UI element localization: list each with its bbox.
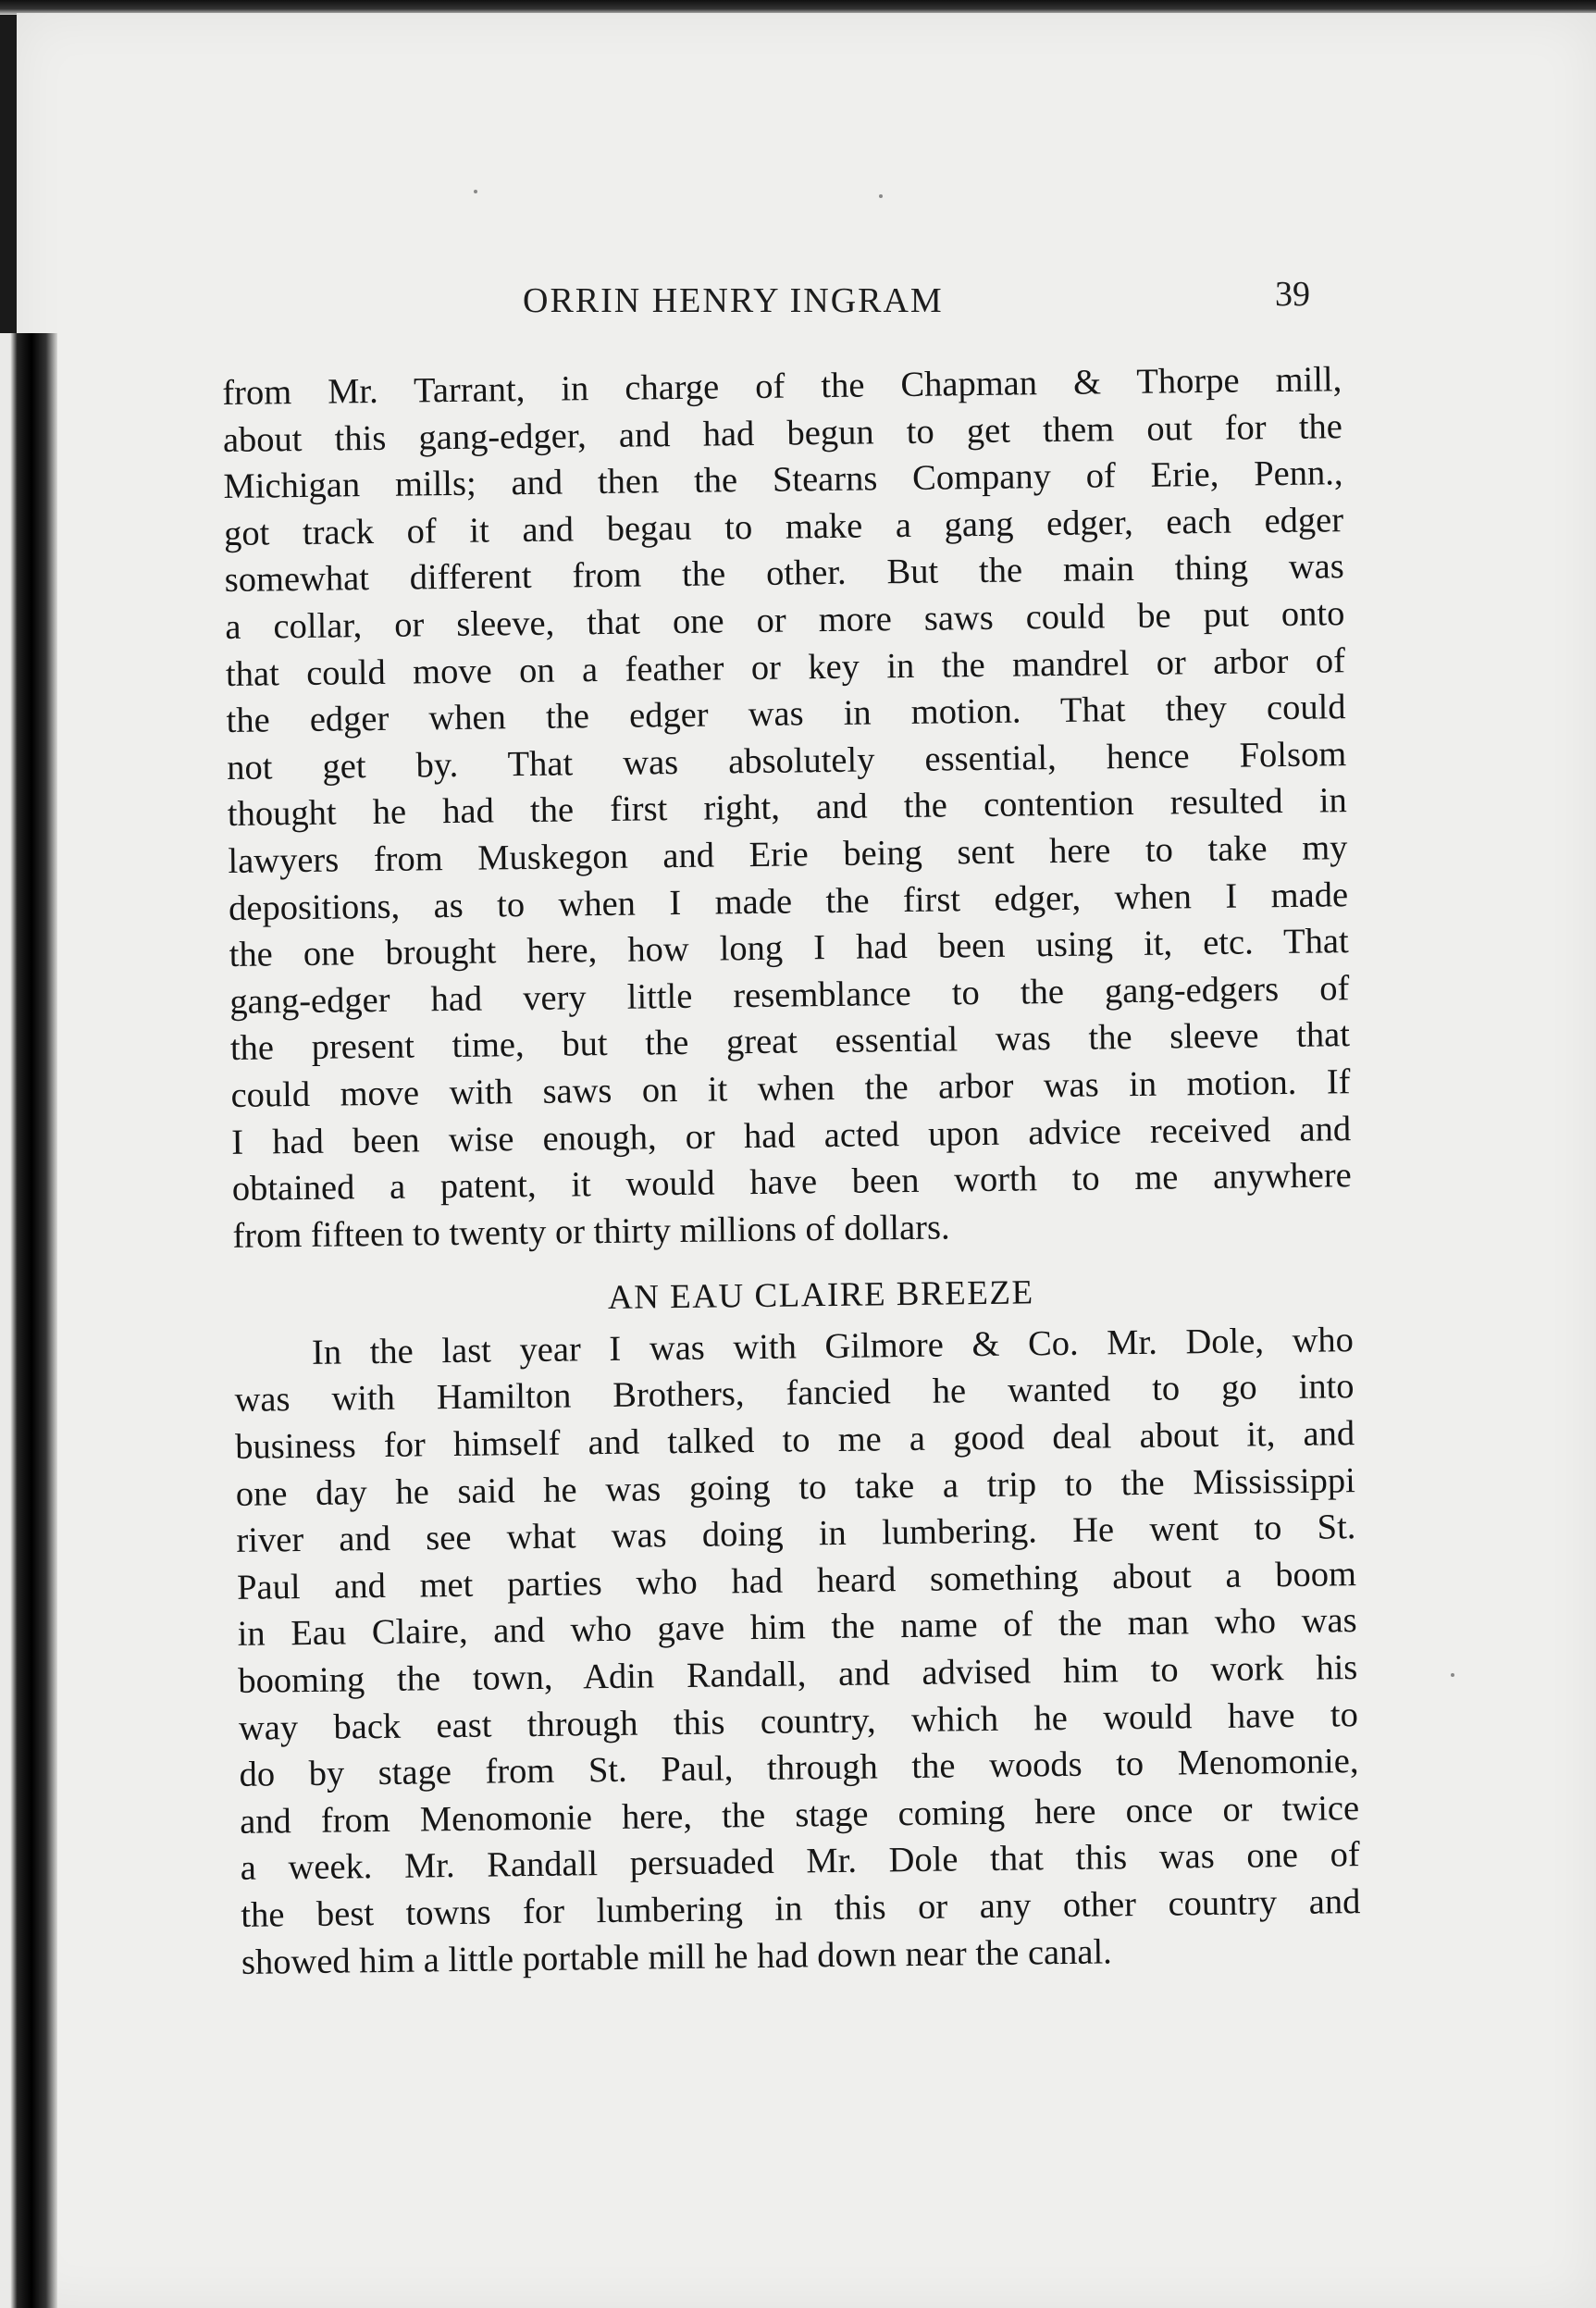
text-line: way back east through this country, which he would have to <box>238 1694 1359 1748</box>
text-line: do by stage from St. Paul, through the woods to Menomonie, <box>239 1742 1359 1795</box>
text-line: depositions, as to when I made the first edger, when I made <box>228 875 1349 928</box>
text-line: I had been wise enough, or had acted upon advice received and <box>230 1109 1352 1162</box>
text-line: got track of it and begau to make a gang edger, each edger <box>223 500 1344 553</box>
section-heading: AN EAU CLAIRE BREEZE <box>607 1273 1034 1318</box>
text-line: the best towns for lumbering in this or any other country and <box>241 1882 1361 1935</box>
text-line: from fifteen to twenty or thirty millions of dollars. <box>232 1208 950 1256</box>
text-line: business for himself and talked to me a good deal about it, and <box>234 1414 1355 1467</box>
text-line: in Eau Claire, and who gave him the name of the man who was <box>237 1601 1357 1655</box>
text-line: somewhat different from the other. But the main thing was <box>224 547 1344 601</box>
running-head: ORRIN HENRY INGRAM <box>523 281 944 320</box>
text-line: the one brought here, how long I had been using it, etc. That <box>229 922 1349 975</box>
text-line: Michigan mills; and then the Stearns Company of Erie, Penn., <box>223 453 1343 507</box>
scan-speck <box>474 190 477 193</box>
scan-speck <box>1451 1673 1454 1677</box>
text-line: a week. Mr. Randall persuaded Mr. Dole that this was one of <box>240 1835 1360 1889</box>
text-line: about this gang-edger, and had begun to get them out for the <box>222 406 1343 460</box>
text-line: showed him a little portable mill he had down near the canal. <box>241 1931 1113 1982</box>
book-binding-shadow <box>0 333 57 2308</box>
text-line: In the last year I was with Gilmore & Co. Mr. Dole, who <box>311 1321 1355 1372</box>
text-line: not get by. That was absolutely essential, hence Folsom <box>226 734 1347 788</box>
page-number: 39 <box>1275 275 1310 314</box>
text-line: that could move on a feather or key in the mandrel or arbor of <box>225 640 1346 694</box>
text-line: river and see what was doing in lumbering. He went to St. <box>236 1508 1356 1561</box>
text-line: from Mr. Tarrant, in charge of the Chapman & Thorpe mill, <box>222 360 1342 413</box>
text-line: a collar, or sleeve, that one or more saws could be put onto <box>225 594 1345 647</box>
text-line: could move with saws on it when the arbor was in motion. If <box>230 1062 1351 1115</box>
text-line: lawyers from Muskegon and Erie being sent here to take my <box>228 828 1348 881</box>
text-line: was with Hamilton Brothers, fancied he wanted to go into <box>234 1367 1355 1421</box>
paragraph-2 <box>234 1317 1362 1986</box>
paragraph-1 <box>222 356 1353 1259</box>
text-line: and from Menomonie here, the stage coming here once or twice <box>239 1788 1360 1842</box>
text-line: booming the town, Adin Randall, and advised him to work his <box>238 1648 1358 1701</box>
text-line: gang-edger had very little resemblance to the gang-edgers of <box>229 968 1350 1022</box>
text-line: Paul and met parties who had heard something about a boom <box>236 1554 1357 1607</box>
text-line: the edger when the edger was in motion. That they could <box>226 688 1346 741</box>
text-line: obtained a patent, it would have been worth to me anywhere <box>231 1156 1352 1210</box>
scan-speck <box>879 194 883 198</box>
text-line: the present time, but the great essential was the sleeve that <box>229 1015 1351 1069</box>
text-line: one day he said he was going to take a trip to the Mississippi <box>235 1460 1356 1514</box>
text-line: thought he had the first right, and the contention resulted in <box>227 781 1348 835</box>
page-body <box>222 356 1361 1986</box>
